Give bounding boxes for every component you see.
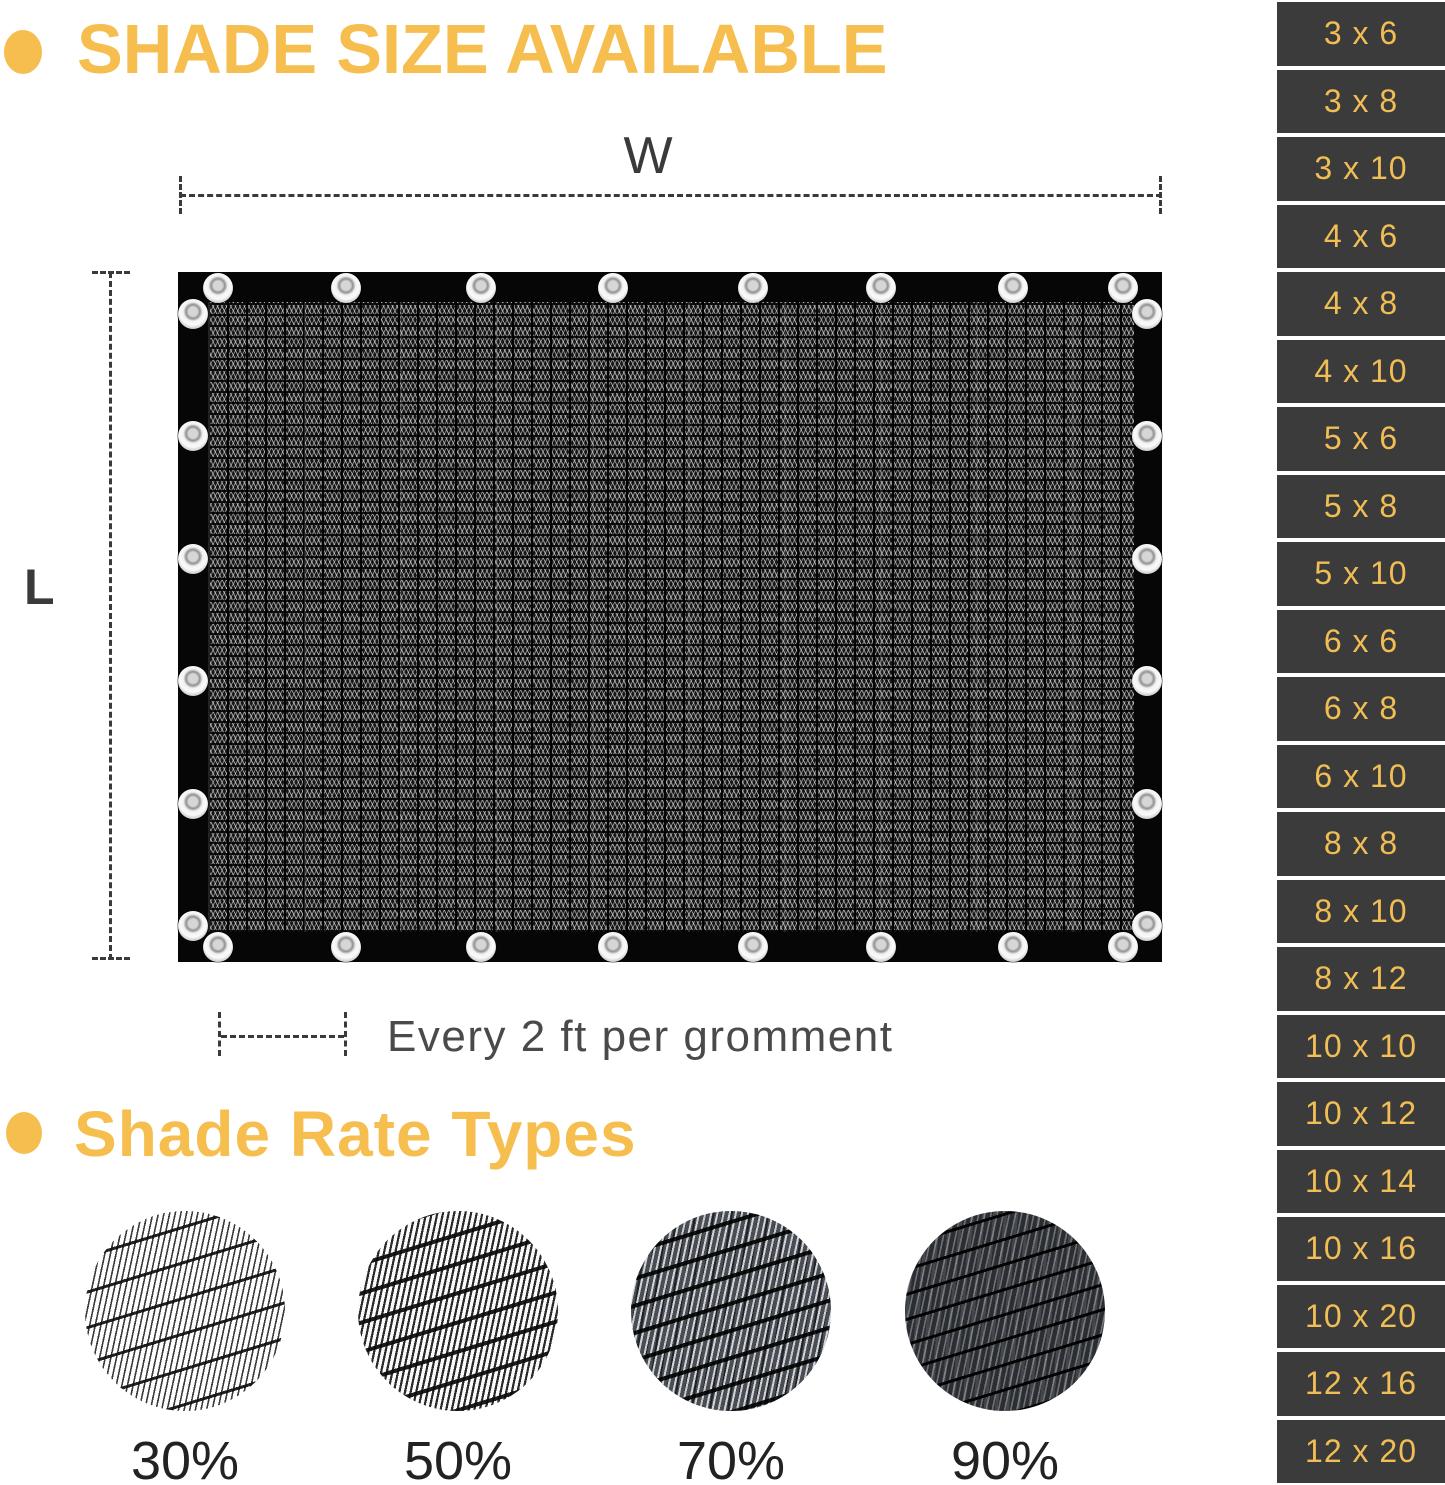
width-dimension-tick-left — [179, 176, 182, 214]
size-option: 12 x 16 — [1277, 1352, 1445, 1416]
grommet-icon — [1132, 299, 1162, 329]
grommet-icon — [178, 911, 208, 941]
size-option: 4 x 8 — [1277, 272, 1445, 336]
size-list — [1277, 0, 1445, 1485]
size-option: 5 x 6 — [1277, 407, 1445, 471]
length-dimension-tick-top — [92, 271, 130, 274]
size-option: 10 x 14 — [1277, 1150, 1445, 1214]
grommet-icon — [1132, 421, 1162, 451]
shade-rate-swatch-70 — [631, 1211, 831, 1411]
shade-rate-label: 30% — [130, 1431, 240, 1485]
size-option: 3 x 6 — [1277, 2, 1445, 66]
grommet-icon — [203, 273, 233, 303]
shade-rate-swatch-90 — [905, 1211, 1105, 1411]
length-dimension-line — [109, 272, 112, 960]
size-option: 6 x 10 — [1277, 745, 1445, 809]
grommet-spacing-tick-left — [218, 1012, 221, 1056]
size-option: 10 x 12 — [1277, 1082, 1445, 1146]
section-title-shade-size: SHADE SIZE AVAILABLE — [77, 10, 888, 88]
grommet-icon — [998, 932, 1028, 962]
grommet-icon — [203, 932, 233, 962]
grommet-icon — [1132, 789, 1162, 819]
grommet-icon — [178, 666, 208, 696]
length-dimension-tick-bottom — [92, 957, 130, 960]
shade-rate-label: 50% — [403, 1431, 513, 1485]
grommet-icon — [331, 932, 361, 962]
grommet-icon — [998, 273, 1028, 303]
grommet-icon — [466, 932, 496, 962]
grommet-icon — [178, 544, 208, 574]
bullet-icon — [6, 1112, 42, 1154]
grommet-icon — [738, 273, 768, 303]
grommet-icon — [1132, 666, 1162, 696]
grommet-icon — [178, 421, 208, 451]
size-option: 10 x 20 — [1277, 1285, 1445, 1349]
size-option: 3 x 10 — [1277, 137, 1445, 201]
shade-cloth-panel — [178, 272, 1162, 962]
bullet-icon — [4, 30, 42, 74]
shade-rate-label: 90% — [950, 1431, 1060, 1485]
grommet-icon — [466, 273, 496, 303]
grommet-spacing-tick-right — [344, 1012, 347, 1056]
size-option: 6 x 6 — [1277, 610, 1445, 674]
size-option: 8 x 8 — [1277, 812, 1445, 876]
length-dimension-label: L — [24, 559, 55, 615]
mesh-texture — [208, 302, 1134, 932]
grommet-icon — [598, 932, 628, 962]
width-dimension-tick-right — [1159, 176, 1162, 214]
grommet-icon — [1108, 932, 1138, 962]
section-title-shade-rate: Shade Rate Types — [74, 1098, 637, 1170]
grommet-spacing-line — [221, 1035, 344, 1038]
grommet-icon — [866, 273, 896, 303]
width-dimension-line — [180, 194, 1162, 197]
size-option: 8 x 10 — [1277, 880, 1445, 944]
grommet-icon — [866, 932, 896, 962]
size-option: 10 x 16 — [1277, 1217, 1445, 1281]
size-option: 5 x 10 — [1277, 542, 1445, 606]
shade-rate-swatch-30 — [85, 1211, 285, 1411]
size-option: 3 x 8 — [1277, 70, 1445, 134]
width-dimension-label: W — [623, 127, 673, 185]
grommet-icon — [331, 273, 361, 303]
size-option: 10 x 10 — [1277, 1015, 1445, 1079]
grommet-icon — [178, 299, 208, 329]
size-option: 4 x 10 — [1277, 340, 1445, 404]
grommet-spacing-note: Every 2 ft per gromment — [387, 1012, 894, 1061]
grommet-icon — [598, 273, 628, 303]
grommet-icon — [1132, 544, 1162, 574]
grommet-icon — [738, 932, 768, 962]
size-option: 8 x 12 — [1277, 947, 1445, 1011]
shade-rate-swatch-50 — [358, 1211, 558, 1411]
size-option: 12 x 20 — [1277, 1420, 1445, 1484]
grommet-icon — [1132, 911, 1162, 941]
shade-rate-label: 70% — [676, 1431, 786, 1485]
size-option: 4 x 6 — [1277, 205, 1445, 269]
size-option: 5 x 8 — [1277, 475, 1445, 539]
size-option: 6 x 8 — [1277, 677, 1445, 741]
grommet-icon — [178, 789, 208, 819]
grommet-icon — [1108, 273, 1138, 303]
